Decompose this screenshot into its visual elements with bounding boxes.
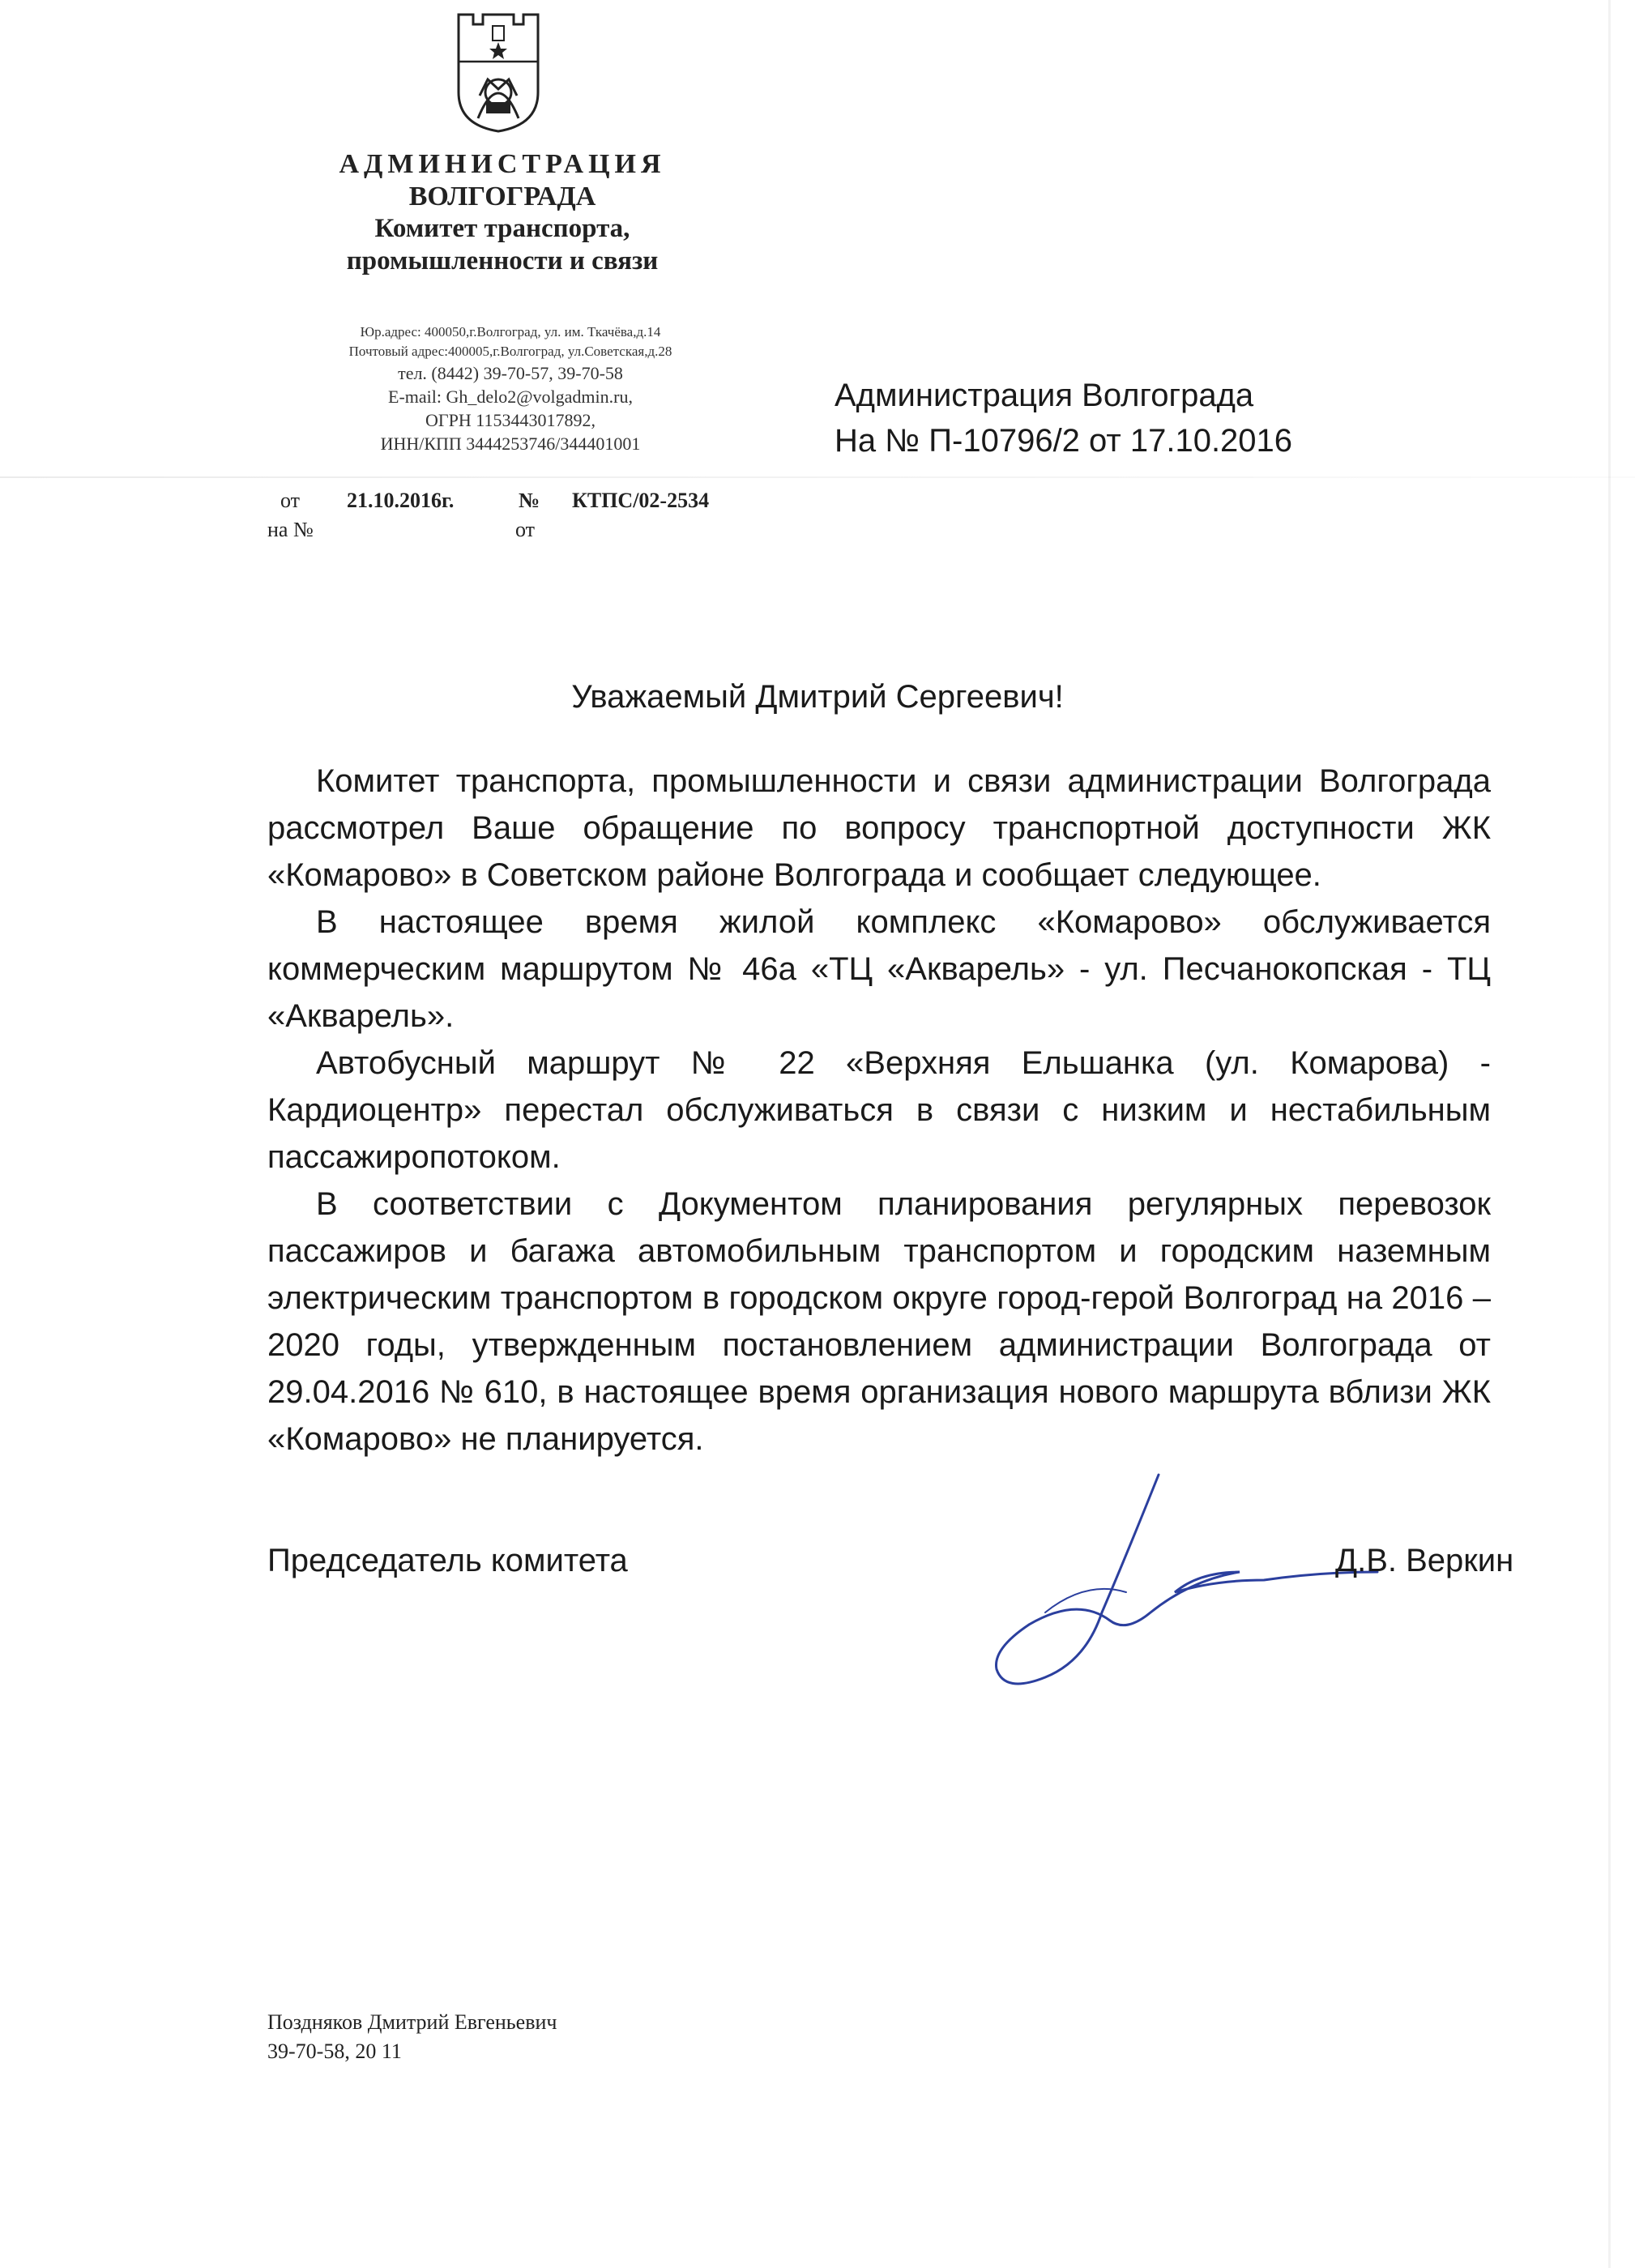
addressee-line1: Администрация Волгограда xyxy=(835,378,1254,413)
executor-block xyxy=(267,2008,557,2066)
postal-address: Почтовый адрес:400005,г.Волгоград, ул.Советская,д.28 xyxy=(348,344,672,359)
paper-edge-shadow xyxy=(1608,0,1611,2268)
reg-in-reply-from-label: от xyxy=(515,518,536,541)
reg-number-sign: № xyxy=(519,489,540,512)
greeting: Уважаемый Дмитрий Сергеевич! xyxy=(571,679,1064,715)
email-address: E-mail: Gh_delo2@volgadmin.ru, xyxy=(388,387,633,407)
ogrn-number: ОГРН 1153443017892, xyxy=(425,410,596,430)
reg-in-reply-label: на № xyxy=(267,518,314,541)
letterhead xyxy=(275,147,729,277)
body-paragraph: Автобусный маршрут № 22 «Верхняя Ельшанка (ул. Комарова) - Кардиоцентр» перестал обслуживаться в связи с низким и нестабильным пассажиропотоком. xyxy=(267,1045,1491,1175)
executor-name: Поздняков Дмитрий Евгеньевич xyxy=(267,2010,557,2034)
signer-title: Председатель комитета xyxy=(267,1543,628,1578)
inn-kpp-number: ИНН/КПП 3444253746/344401001 xyxy=(380,434,641,454)
letterhead-city: ВОЛГОГРАДА xyxy=(408,182,596,211)
body-paragraph: В настоящее время жилой комплекс «Комарово» обслуживается коммерческим маршрутом № 46а «ТЦ «Акварель» - ул. Песчанокопская - ТЦ «Акварель». xyxy=(267,904,1491,1034)
reg-from-label: от xyxy=(280,489,301,512)
body-paragraph: Комитет транспорта, промышленности и связи администрации Волгограда рассмотрел Ваше обращение по вопросу транспортной доступности ЖК «Комарово» в Советском районе Волгограда и сообщает следующее. xyxy=(267,763,1491,893)
letterhead-department: промышленности и связи xyxy=(346,246,659,275)
letter-body xyxy=(267,758,1491,1463)
signer-name: Д.В. Веркин xyxy=(1335,1543,1514,1578)
addressee-block xyxy=(835,373,1402,463)
reg-number: КТПС/02-2534 xyxy=(572,489,710,512)
phone-numbers: тел. (8442) 39-70-57, 39-70-58 xyxy=(398,363,623,383)
reg-date: 21.10.2016г. xyxy=(347,489,455,512)
city-coat-of-arms-icon xyxy=(455,11,541,133)
executor-phone: 39-70-58, 20 11 xyxy=(267,2039,402,2063)
handwritten-signature xyxy=(883,1459,1385,1702)
body-paragraph: В соответствии с Документом планирования регулярных перевозок пассажиров и багажа автомобильным транспортом и городским наземным электрическим транспортом в городском округе город-герой Волгоград на 2016 – 2020 годы, утвержденным постановлением администрации Волгограда от 29.04.2016 № 610, в настоящее время организация нового маршрута вблизи ЖК «Комарово» не планируется. xyxy=(267,1186,1491,1457)
letterhead-committee: Комитет транспорта, xyxy=(374,214,630,243)
contact-block xyxy=(292,322,729,455)
paper-fold-line xyxy=(0,476,1635,478)
addressee-line2: На № П-10796/2 от 17.10.2016 xyxy=(835,423,1293,459)
legal-address: Юр.адрес: 400050,г.Волгоград, ул. им. Ткачёва,д.14 xyxy=(360,324,661,340)
letterhead-admin: АДМИНИСТРАЦИЯ xyxy=(339,149,666,179)
